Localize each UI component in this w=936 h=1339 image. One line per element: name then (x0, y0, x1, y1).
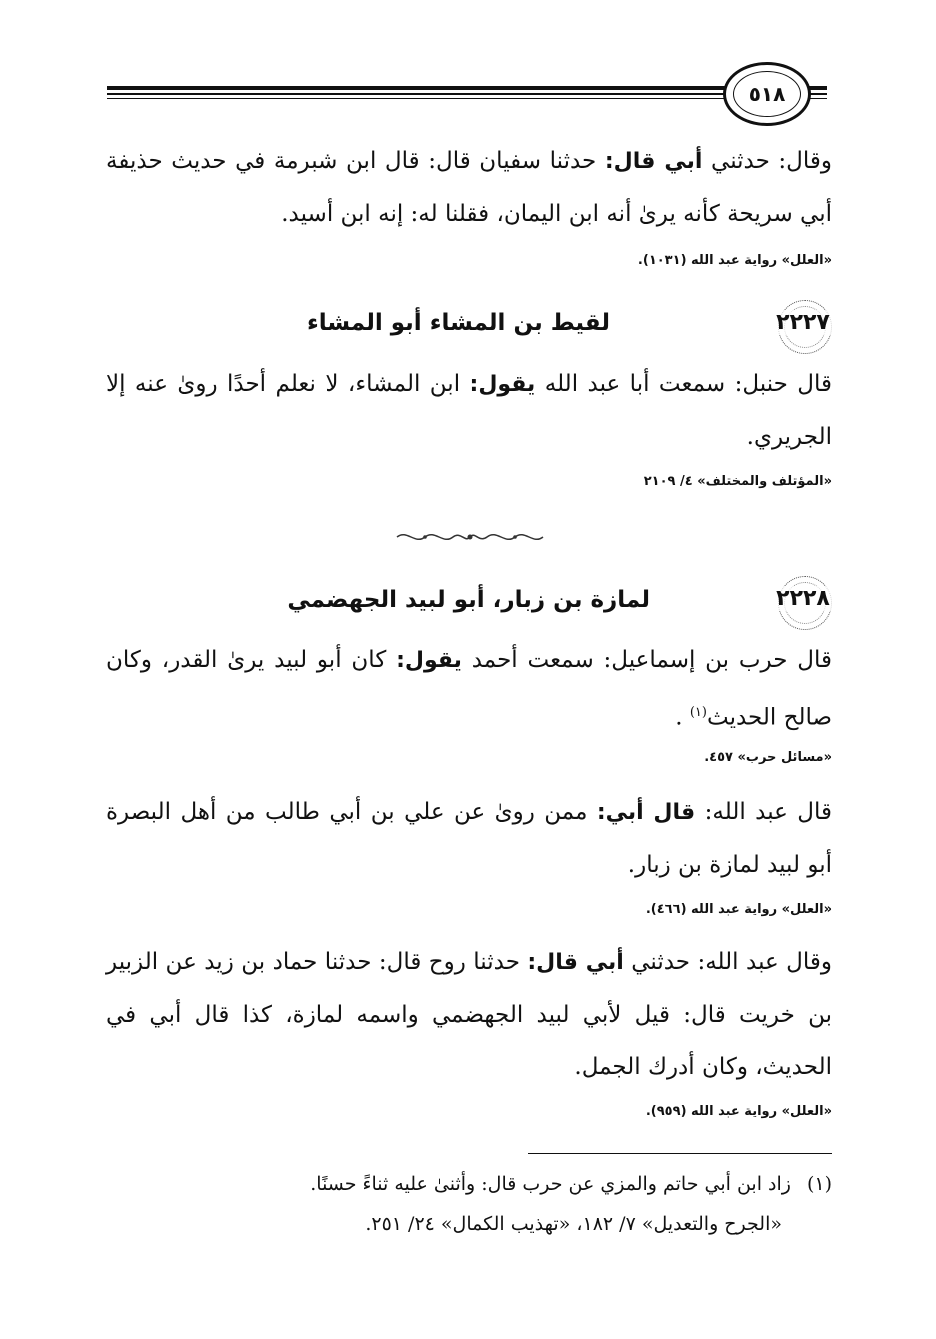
bold-text: أبي قال: (527, 950, 624, 975)
page-number: ٥١٨ (733, 71, 801, 117)
text: قال حنبل: سمعت أبا عبد الله (535, 371, 832, 397)
text: قال حرب بن إسماعيل: سمعت أحمد (461, 647, 832, 673)
bold-text: أبي قال: (604, 149, 703, 174)
text: حدثنا سفيان قال: قال ابن شبرمة في حديث حذيفة أبي سريحة كأنه يرىٰ أنه ابن اليمان، فقلنا له: إنه ابن أسيد. (106, 148, 832, 227)
bold-text: قال أبي: (596, 800, 696, 825)
source-citation: «العلل» رواية عبد الله (٩٥٩). (645, 1104, 832, 1119)
entry-number-ornament (770, 572, 836, 636)
text: . (675, 704, 690, 731)
header-rule (107, 98, 827, 99)
paragraph (106, 786, 832, 891)
header-rule (107, 86, 827, 90)
text: ممن روىٰ عن علي بن أبي طالب من أهل البصرة أبو لبيد لمازة بن زبار. (106, 799, 832, 878)
bold-text: يقول: (469, 372, 536, 397)
footnote-reference-line: «الجرح والتعديل» ٧/ ١٨٢، «تهذيب الكمال» ٢٤/ ٢٥١. (365, 1213, 782, 1235)
footnote (200, 1166, 832, 1202)
text: قال عبد الله: (695, 799, 832, 825)
entry-title: لمازة بن زبار، أبو لبيد الجهضمي (287, 587, 650, 613)
footnote-marker: (١) (806, 1173, 832, 1195)
paragraph (106, 358, 832, 463)
text: ابن المشاء، لا نعلم أحدًا روىٰ عنه إلا الجريري. (106, 371, 832, 450)
text: كان أبو لبيد يرىٰ القدر، وكان صالح الحديث (106, 647, 832, 731)
header-rule (107, 93, 827, 95)
divider-ornament (395, 527, 545, 547)
paragraph (106, 135, 832, 240)
page-number-badge (723, 62, 811, 126)
text: وقال عبد الله: حدثني (623, 949, 832, 975)
paragraph (106, 634, 832, 744)
text: وقال: حدثني (702, 148, 832, 174)
source-citation: «مسائل حرب» ٤٥٧. (704, 750, 832, 765)
source-citation: «العلل» رواية عبد الله (١٠٣١). (637, 253, 832, 268)
source-citation: «المؤتلف والمختلف» ٤/ ٢١٠٩ (643, 474, 832, 489)
source-citation: «العلل» رواية عبد الله (٤٦٦). (645, 902, 832, 917)
text: حدثنا روح قال: حدثنا حماد بن زيد عن الزبير بن خريت قال: قيل لأبي لبيد الجهضمي واسمه لمازة، كذا قال أبي في الحديث، وكان أدرك الجمل. (106, 949, 832, 1080)
footnote-reference: (١) (689, 705, 707, 720)
footnote-rule (528, 1153, 832, 1154)
entry-title: لقيط بن المشاء أبو المشاء (307, 310, 610, 336)
entry-number: ٢٢٢٧ (770, 310, 836, 335)
entry-number-ornament (770, 296, 836, 360)
entry-number: ٢٢٢٨ (770, 586, 836, 611)
footnote-text: زاد ابن أبي حاتم والمزي عن حرب قال: وأثنىٰ عليه ثناءً حسنًا. (310, 1173, 791, 1195)
paragraph (106, 936, 832, 1093)
bold-text: يقول: (396, 648, 462, 673)
